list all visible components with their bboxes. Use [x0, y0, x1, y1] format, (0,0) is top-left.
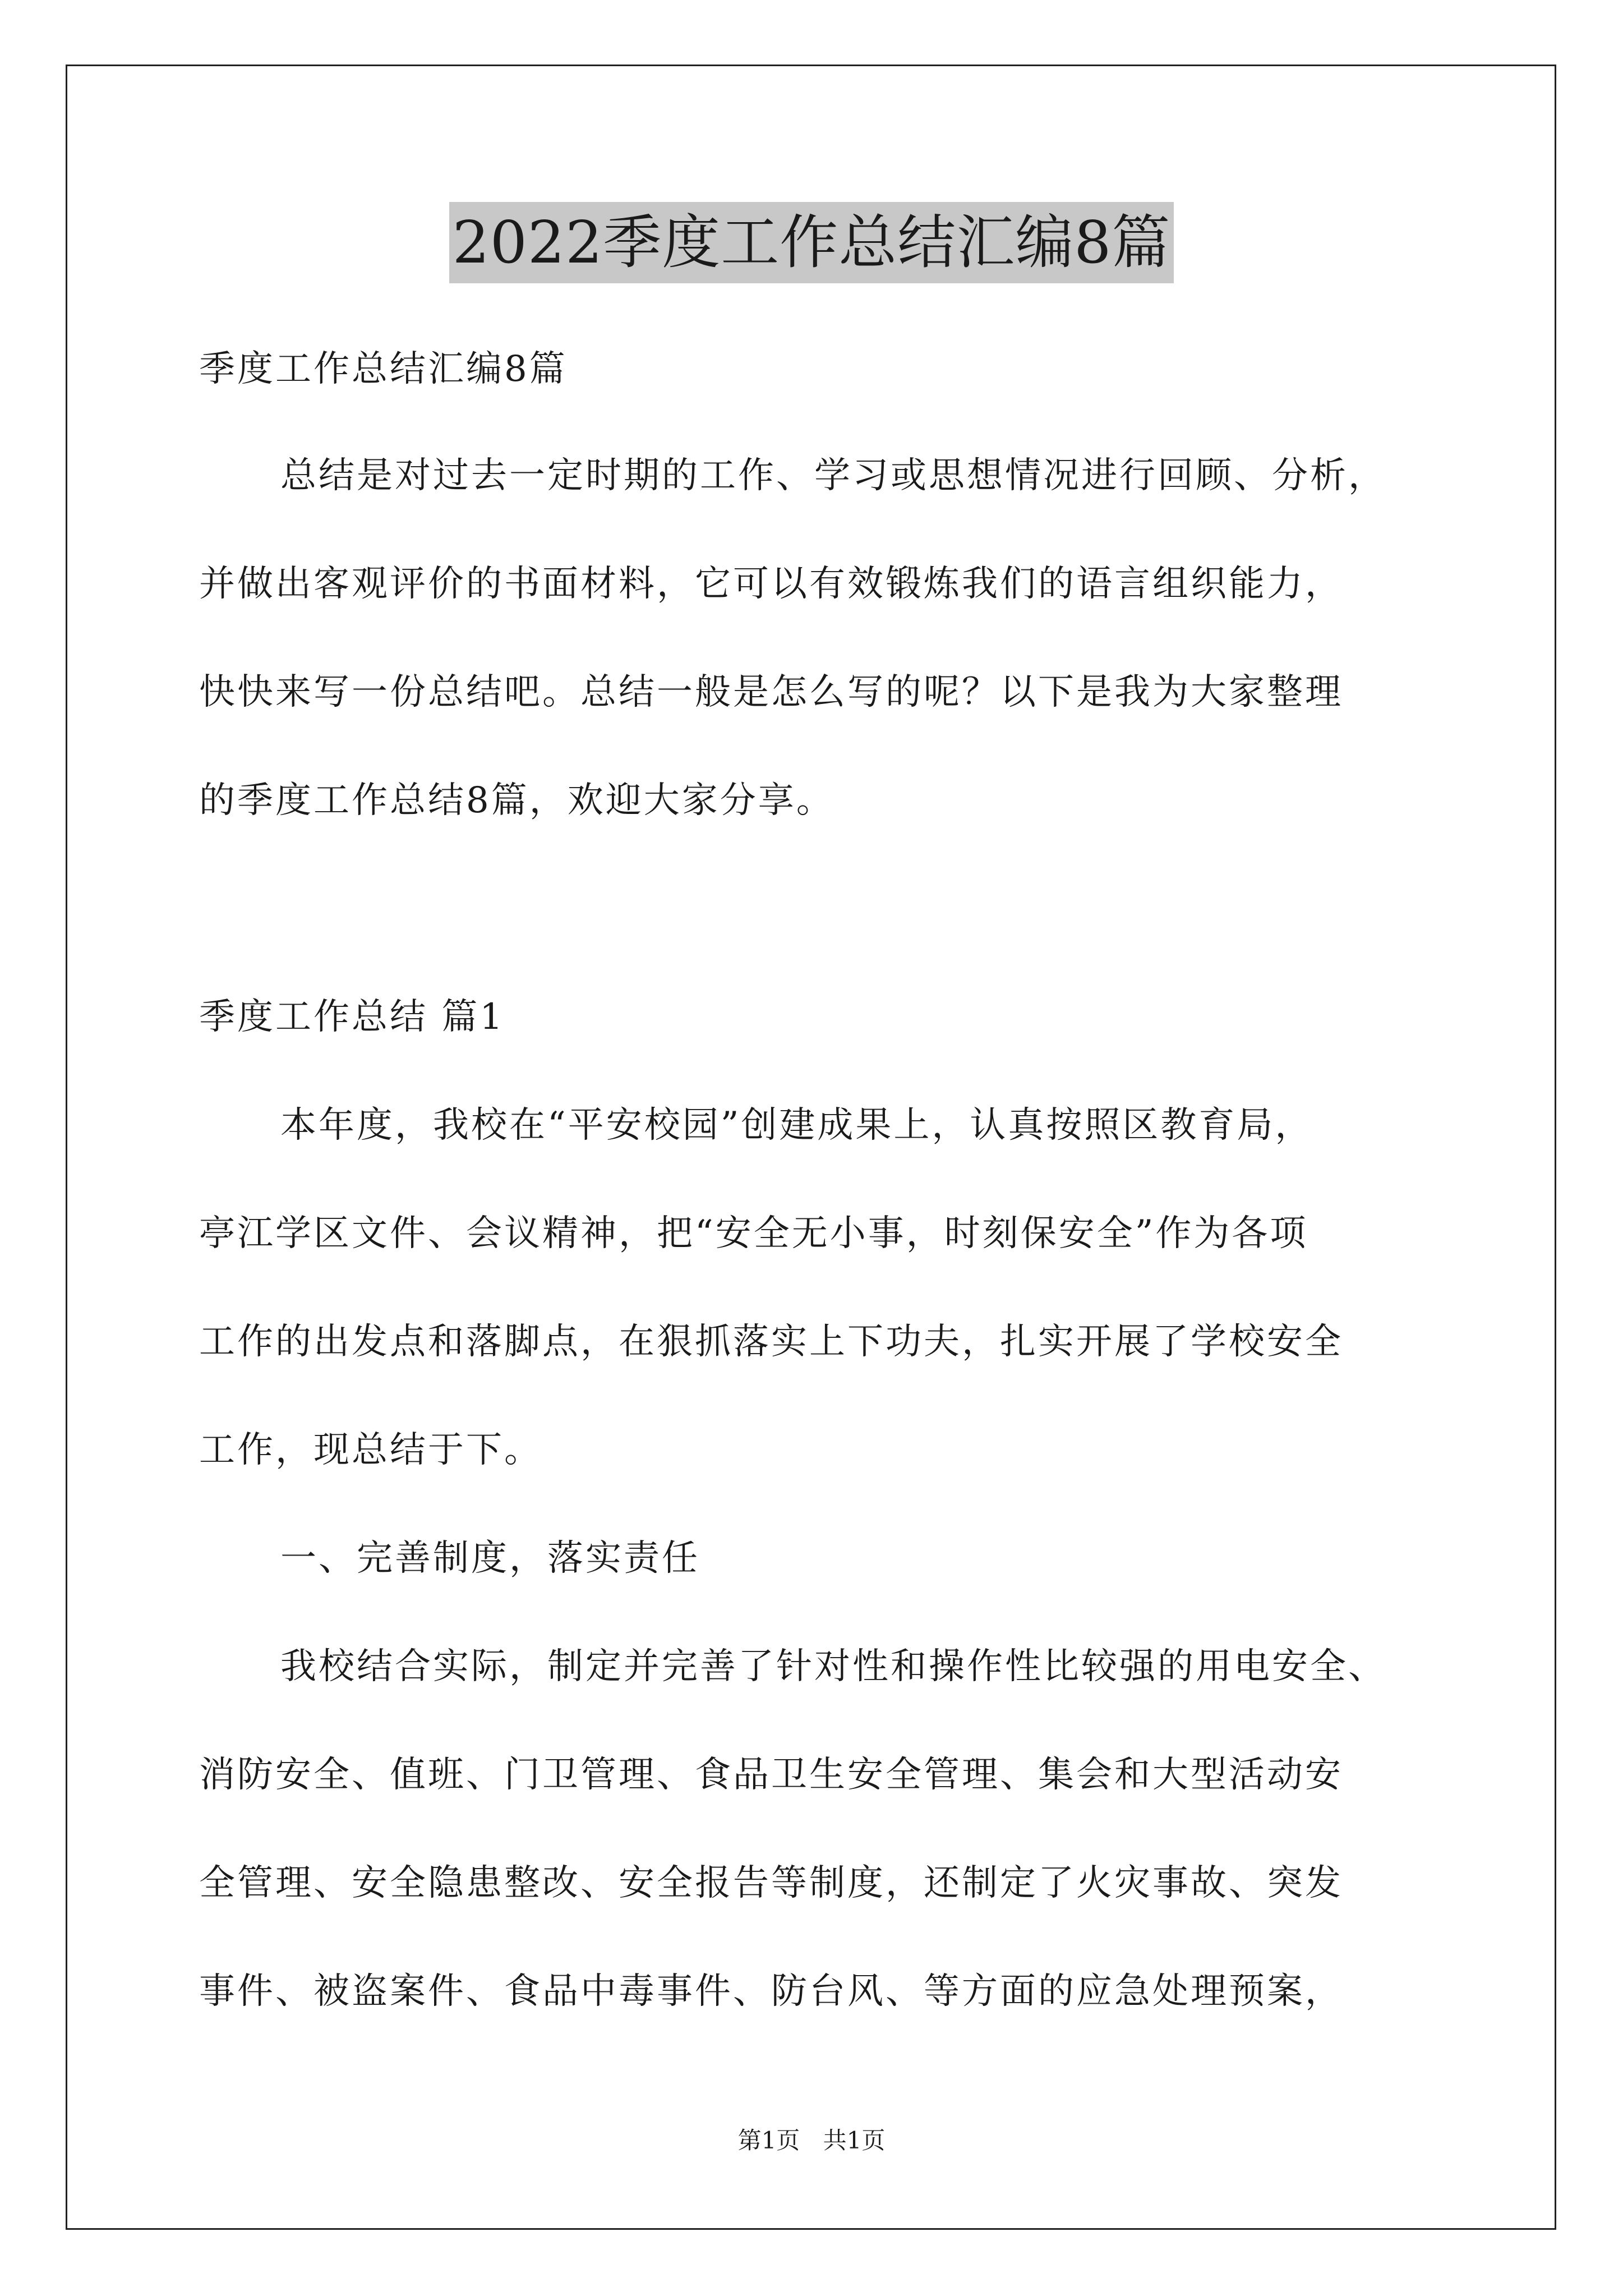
- subheading: 一、完善制度，落实责任: [280, 1538, 700, 1579]
- paragraph-line: 亭江学区文件、会议精神，把“安全无小事，时刻保安全”作为各项: [199, 1213, 1308, 1254]
- paragraph-line: 事件、被盗案件、食品中毒事件、防台风、等方面的应急处理预案，: [199, 1971, 1343, 2012]
- paragraph-line: 工作，现总结于下。: [199, 1429, 542, 1471]
- paragraph-1: [199, 1098, 1472, 1477]
- paragraph-2: [199, 1640, 1472, 2018]
- section-heading: 季度工作总结 篇1: [199, 996, 505, 1038]
- page-total: 共1页: [823, 2127, 886, 2154]
- paragraph-line: 工作的出发点和落脚点，在狠抓落实上下功夫，扎实开展了学校安全: [199, 1321, 1343, 1363]
- intro-line: 并做出客观评价的书面材料，它可以有效锻炼我们的语言组织能力，: [199, 563, 1343, 605]
- paragraph-line: 本年度，我校在“平安校园”创建成果上，认真按照区教育局，: [280, 1105, 1313, 1146]
- intro-line: 总结是对过去一定时期的工作、学习或思想情况进行回顾、分析，: [280, 455, 1386, 496]
- paragraph-line: 消防安全、值班、门卫管理、食品卫生安全管理、集会和大型活动安: [199, 1754, 1343, 1796]
- title-container: [0, 202, 1623, 283]
- document-body: [199, 342, 1472, 2018]
- paragraph-line: 我校结合实际，制定并完善了针对性和操作性比较强的用电安全、: [280, 1646, 1386, 1687]
- page-footer: [0, 2124, 1623, 2157]
- document-subtitle: 季度工作总结汇编8篇: [199, 348, 568, 390]
- intro-paragraph: [199, 449, 1472, 827]
- document-title: 2022季度工作总结汇编8篇: [449, 202, 1174, 283]
- page-number: 第1页: [737, 2127, 800, 2154]
- intro-line: 快快来写一份总结吧。总结一般是怎么写的呢？以下是我为大家整理: [199, 671, 1343, 713]
- intro-line: 的季度工作总结8篇，欢迎大家分享。: [199, 780, 834, 821]
- paragraph-line: 全管理、安全隐患整改、安全报告等制度，还制定了火灾事故、突发: [199, 1862, 1343, 1904]
